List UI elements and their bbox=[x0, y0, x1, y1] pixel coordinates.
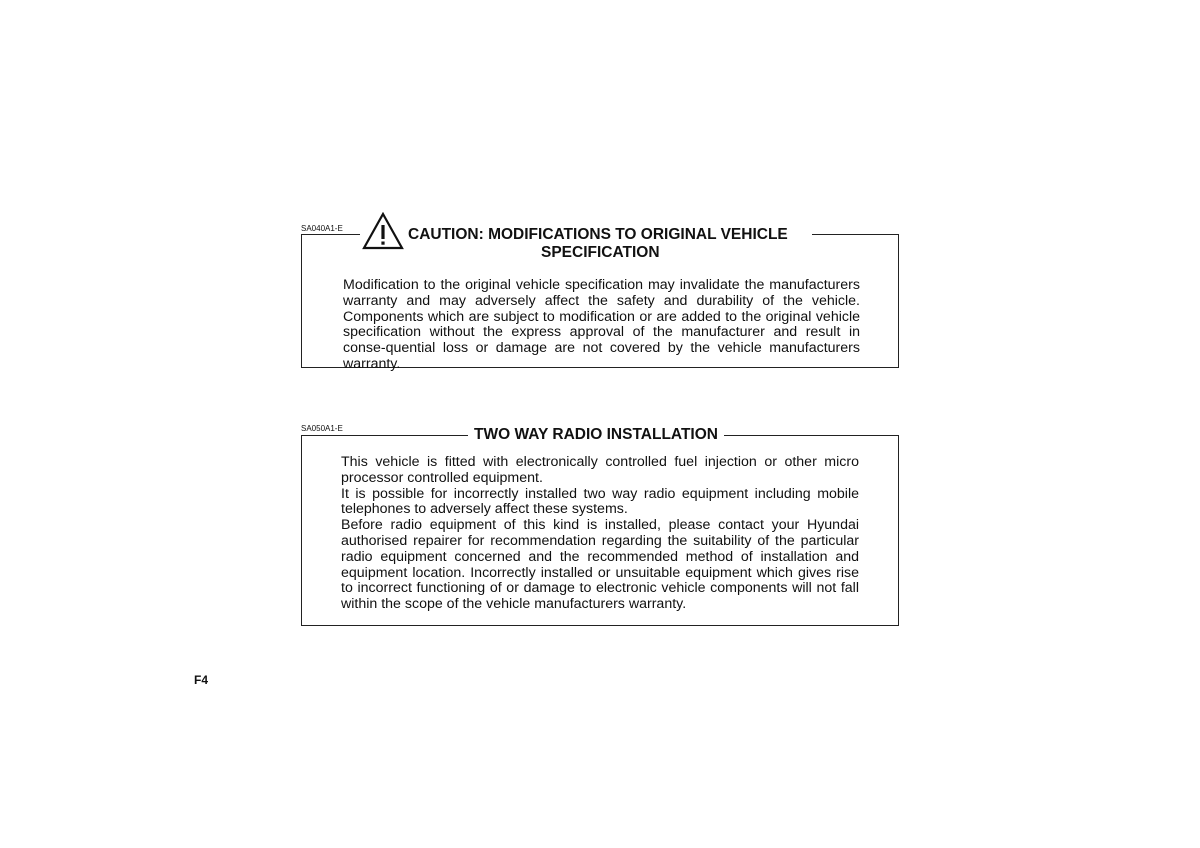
section-code: SA040A1-E bbox=[301, 224, 343, 233]
radio-body bbox=[341, 455, 859, 613]
caution-heading bbox=[360, 212, 812, 264]
caution-title-line2: SPECIFICATION bbox=[541, 244, 660, 261]
paragraph: Before radio equipment of this kind is installed, please contact your Hyundai authorised repairer for recommendation regarding the suitability of the particular radio equipment concerned and the recommended method of installation and equipment location. Incorrectly installed or unsuitable equipment which gives rise to incorrect functioning of or damage to electronic vehicle components will not fall within the scope of the vehicle manufacturers warranty. bbox=[341, 517, 859, 613]
warning-triangle-icon bbox=[362, 212, 404, 250]
paragraph: It is possible for incorrectly installed two way radio equipment including mobile telephones to adversely affect these systems. bbox=[341, 485, 859, 518]
caution-title-line1: CAUTION: MODIFICATIONS TO ORIGINAL VEHICLE bbox=[408, 226, 788, 243]
paragraph: Modification to the original vehicle specification may invalidate the manufacturers warranty and may adversely affect the safety and durability of the vehicle. Components which are subject to modification or are added to the original vehicle specification without the express approval of the manufacturer and result in conse-quential loss or damage are not covered by the vehicle manufacturers warranty. bbox=[343, 277, 860, 372]
section-code: SA050A1-E bbox=[301, 424, 343, 433]
page-number: F4 bbox=[194, 673, 209, 687]
paragraph: This vehicle is fitted with electronically controlled fuel injection or other micro processor controlled equipment. bbox=[341, 454, 859, 486]
caution-body bbox=[343, 278, 860, 373]
radio-title: TWO WAY RADIO INSTALLATION bbox=[468, 426, 724, 444]
